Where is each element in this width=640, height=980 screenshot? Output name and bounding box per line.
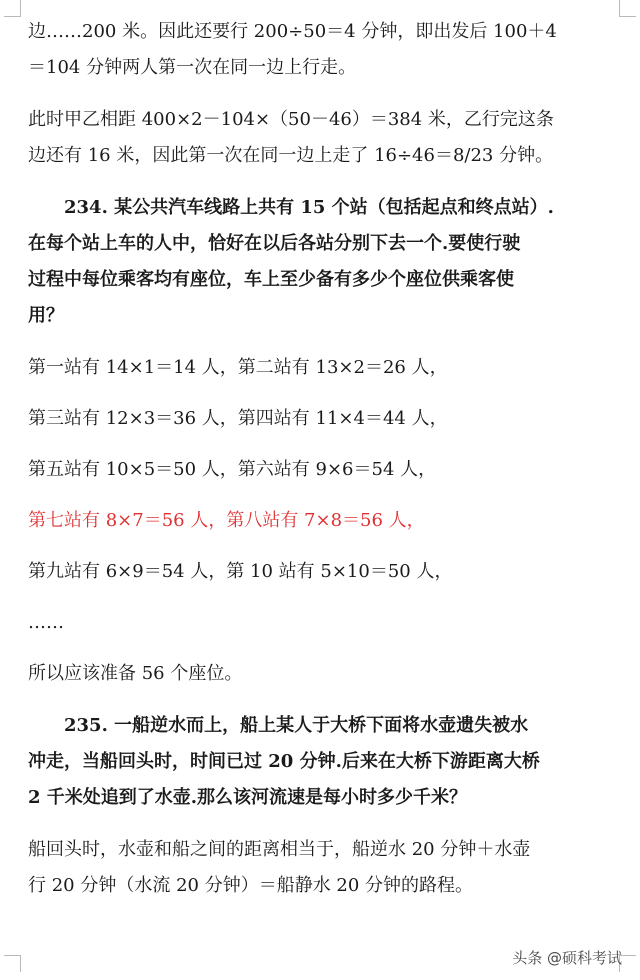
question-235-line: 235. 一船逆水而上，船上某人于大桥下面将水壶遗失被水 — [28, 715, 529, 736]
station-line-highlighted: 第七站有 8×7＝56 人，第八站有 7×8＝56 人， — [28, 510, 425, 531]
question-234-line: 在每个站上车的人中，恰好在以后各站分别下去一个.要使行驶 — [28, 233, 521, 254]
station-line: 第三站有 12×3＝36 人，第四站有 11×4＝44 人， — [28, 408, 448, 429]
station-line: 第五站有 10×5＝50 人，第六站有 9×6＝54 人， — [28, 459, 437, 480]
answer-235-line: 行 20 分钟（水流 20 分钟）＝船静水 20 分钟的路程。 — [28, 875, 474, 896]
text-line: 此时甲乙相距 400×2－104×（50－46）＝384 米，乙行完这条 — [28, 109, 554, 130]
text-line: ＝104 分钟两人第一次在同一边上行走。 — [28, 57, 357, 78]
ellipsis-line: …… — [28, 612, 64, 633]
question-234-line: 过程中每位乘客均有座位，车上至少备有多少个座位供乘客使 — [28, 269, 514, 290]
answer-235-line: 船回头时，水壶和船之间的距离相当于，船逆水 20 分钟＋水壶 — [28, 839, 531, 860]
document-body — [28, 14, 596, 904]
station-line: 第一站有 14×1＝14 人，第二站有 13×2＝26 人， — [28, 357, 448, 378]
question-234-line: 用？ — [28, 305, 64, 326]
station-line: 第九站有 6×9＝54 人，第 10 站有 5×10＝50 人， — [28, 561, 453, 582]
question-235-line: 冲走，当船回头时，时间已过 20 分钟.后来在大桥下游距离大桥 — [28, 751, 540, 772]
page-corner-mark — [4, 955, 21, 972]
text-line: 边还有 16 米，因此第一次在同一边上走了 16÷46＝8/23 分钟。 — [28, 145, 554, 166]
question-235-line: 2 千米处追到了水壶.那么该河流速是每小时多少千米？ — [28, 787, 468, 808]
page-corner-mark — [4, 0, 21, 17]
watermark-text: 头条 @硕科考试 — [512, 949, 622, 967]
page-corner-mark — [619, 0, 636, 17]
text-line: 边……200 米。因此还要行 200÷50＝4 分钟，即出发后 100＋4 — [28, 21, 557, 42]
conclusion-line: 所以应该准备 56 个座位。 — [28, 663, 243, 684]
question-234-line: 234. 某公共汽车线路上共有 15 个站（包括起点和终点站）. — [28, 197, 554, 218]
